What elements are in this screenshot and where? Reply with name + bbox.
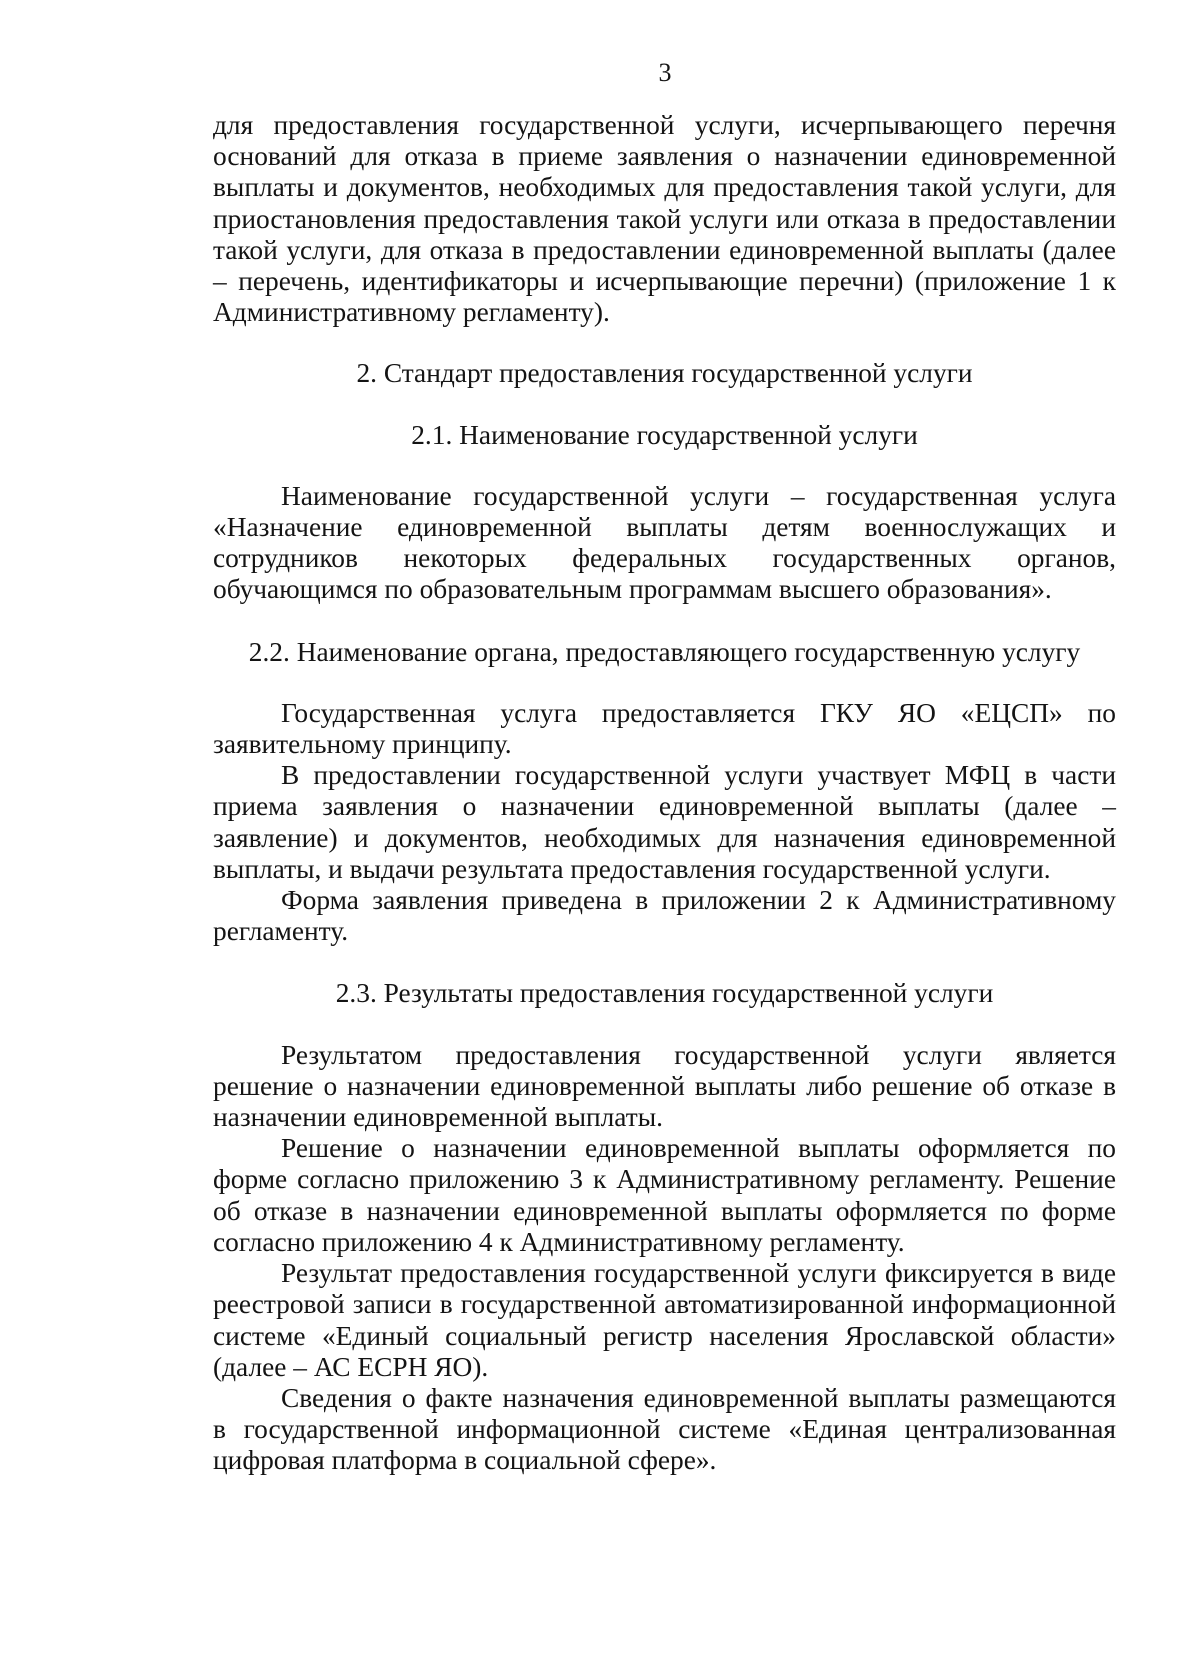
section-2-3-paragraph: Результатом предоставления государственной услуги является решение о назначении единовременной выплаты либо решение об отказе в назначении единовременной выплаты.	[213, 1039, 1116, 1133]
document-body	[213, 110, 1116, 1477]
intro-paragraph: для предоставления государственной услуги, исчерпывающего перечня оснований для отказа в приеме заявления о назначении единовременной выплаты и документов, необходимых для предоставления такой услуги, для приостановления предоставления такой услуги или отказа в предоставлении такой услуги, для отказа в предоставлении единовременной выплаты (далее – перечень, идентификаторы и исчерпывающие перечни) (приложение 1 к Административному регламенту).	[213, 110, 1116, 328]
section-2-3-paragraph: Решение о назначении единовременной выплаты оформляется по форме согласно приложению 3 к Административному регламенту. Решение об отказе в назначении единовременной выплаты оформляется по форме согласно приложению 4 к Административному регламенту.	[213, 1133, 1116, 1257]
section-2-3-paragraph: Сведения о факте назначения единовременной выплаты размещаются в государственной информационной системе «Единая централизованная цифровая платформа в социальной сфере».	[213, 1382, 1116, 1476]
page-number: 3	[658, 58, 672, 87]
section-2-3-heading: 2.3. Результаты предоставления государственной услуги	[335, 978, 994, 1009]
section-2-3-paragraph: Результат предоставления государственной услуги фиксируется в виде реестровой записи в государственной автоматизированной информационной системе «Единый социальный регистр населения Ярославской области» (далее – АС ЕСРН ЯО).	[213, 1258, 1116, 1382]
section-2-1-paragraph: Наименование государственной услуги – государственная услуга «Назначение единовременной выплаты детям военнослужащих и сотрудников некоторых федеральных государственных органов, обучающимся по образовательным программам высшего образования».	[213, 480, 1116, 605]
section-2-2-paragraph: Форма заявления приведена в приложении 2 к Административному регламенту.	[213, 885, 1116, 947]
section-2-heading: 2. Стандарт предоставления государственной услуги	[356, 358, 973, 389]
section-2-2-paragraph: В предоставлении государственной услуги участвует МФЦ в части приема заявления о назначении единовременной выплаты (далее – заявление) и документов, необходимых для назначения единовременной выплаты, и выдачи результата предоставления государственной услуги.	[213, 760, 1116, 884]
section-2-1-heading: 2.1. Наименование государственной услуги	[411, 419, 918, 450]
section-2-2-paragraph: Государственная услуга предоставляется ГКУ ЯО «ЕЦСП» по заявительному принципу.	[213, 697, 1116, 760]
section-2-2-heading: 2.2. Наименование органа, предоставляющего государственную услугу	[248, 636, 1081, 667]
